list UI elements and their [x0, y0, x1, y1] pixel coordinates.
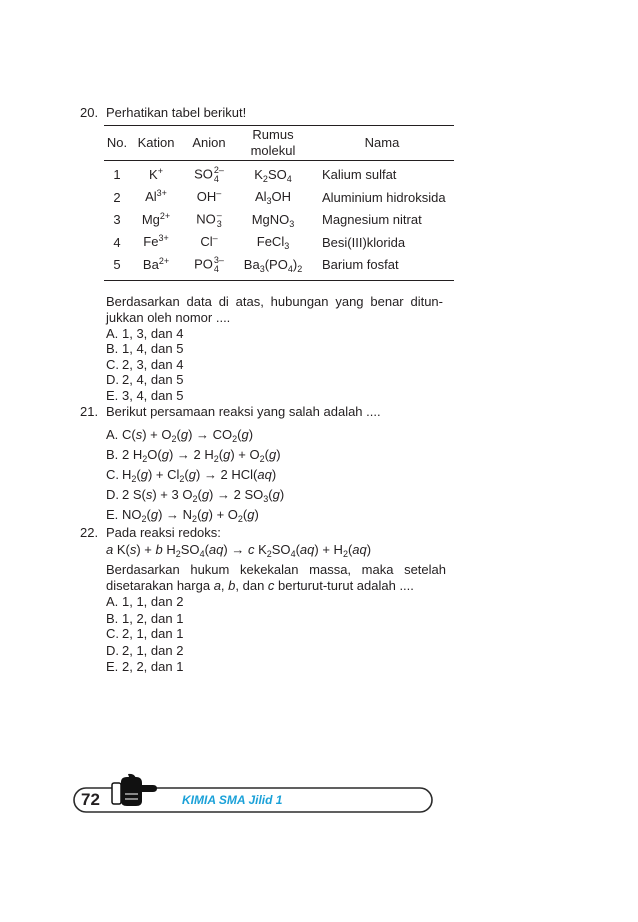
formula-text: ) + O — [230, 447, 260, 462]
superscript: 2+ — [158, 255, 170, 266]
formula-italic: g — [201, 487, 210, 502]
formula-text: FeCl — [256, 234, 285, 250]
formula-text: ) → 2 SO — [209, 487, 264, 502]
formula-text: ) — [276, 447, 281, 462]
formula-italic: g — [201, 507, 209, 522]
subscript: 3 — [259, 263, 265, 274]
question-stem-line: Berdasarkan hukum kekekalan massa, maka setelah — [106, 562, 446, 577]
cell-no: 2 — [113, 189, 121, 205]
redox-equation — [106, 542, 371, 558]
formula-text: ( — [136, 467, 141, 482]
table-row — [104, 232, 454, 255]
formula-text: ) + Cl — [147, 467, 180, 482]
cell-anion — [182, 234, 236, 251]
formula-text: ) + H — [314, 542, 343, 557]
question-prompt: Perhatikan tabel berikut! — [106, 105, 247, 120]
option-label: C. — [106, 467, 119, 482]
option-equation — [122, 487, 284, 502]
option-b — [106, 341, 183, 357]
option-label: D. — [106, 372, 119, 387]
option-text: 2, 1, dan 2 — [122, 643, 184, 658]
cell-rumus-molekul — [236, 167, 310, 184]
formula-text: ) → CO — [188, 427, 233, 442]
formula-text: ( — [197, 507, 202, 522]
formula-text: ( — [146, 507, 151, 522]
cell-anion — [182, 256, 236, 274]
cell-rumus-molekul — [236, 257, 310, 274]
question-number: 21. — [80, 404, 99, 419]
formula-text: H — [122, 467, 132, 482]
formula-italic: g — [247, 507, 255, 522]
formula-italic: g — [223, 447, 231, 462]
option-label: A. — [106, 594, 119, 609]
formula-text: Al — [254, 189, 267, 205]
header-anion: Anion — [192, 135, 226, 150]
option-a — [106, 427, 253, 443]
superscript: 2+ — [159, 210, 171, 221]
ion-charge-stack — [217, 211, 222, 229]
book-title: KIMIA SMA Jilid 1 — [182, 793, 283, 807]
table-row — [104, 209, 454, 232]
formula-italic: a — [106, 542, 114, 557]
formula-text: ( — [184, 467, 189, 482]
formula-text: ) — [248, 427, 254, 442]
option-b — [106, 447, 281, 463]
option-label: E. — [106, 388, 119, 403]
formula-italic: aq — [299, 542, 315, 557]
header-rumus-molekul — [236, 127, 310, 159]
formula-text: ( — [295, 542, 300, 557]
option-a — [106, 594, 183, 610]
table-row — [104, 187, 454, 210]
subscript: 3 — [284, 241, 290, 252]
formula-text: MgNO — [251, 211, 290, 227]
subscript: 2 — [237, 514, 243, 524]
formula-text: SO — [194, 166, 213, 182]
option-label: C. — [106, 357, 119, 372]
formula-text: ) + O — [142, 427, 172, 442]
option-d — [106, 487, 284, 503]
formula-italic: b — [155, 542, 163, 557]
formula-italic: g — [140, 467, 148, 482]
formula-text: O( — [147, 447, 162, 462]
formula-text: OH — [196, 189, 217, 205]
option-text: 1, 2, dan 1 — [122, 611, 184, 626]
formula-text: ) → 2 HCl( — [196, 467, 258, 482]
option-e — [106, 507, 259, 523]
ion-charge-stack — [214, 166, 224, 184]
formula-text: ( — [176, 427, 181, 442]
subscript: 2 — [259, 454, 265, 464]
formula-text: ) + 3 O — [152, 487, 193, 502]
formula-italic: g — [161, 447, 169, 462]
formula-text: Mg — [141, 211, 160, 227]
formula-italic: s — [129, 542, 137, 557]
formula-text: ) → 2 H — [168, 447, 214, 462]
subscript: 2 — [192, 494, 198, 504]
cell-anion — [182, 211, 236, 229]
formula-text: berturut-turut adalah .... — [274, 578, 414, 593]
formula-text: NO — [122, 507, 142, 522]
cell-no: 4 — [113, 234, 121, 250]
superscript: – — [216, 188, 222, 199]
subscript: 2 — [266, 549, 272, 559]
superscript: – — [212, 233, 218, 244]
formula-text: , — [220, 578, 229, 593]
subscript: 2 — [131, 474, 137, 484]
cell-kation — [130, 167, 182, 184]
superscript: + — [157, 165, 163, 176]
question-prompt: Berikut persamaan reaksi yang salah adalah .... — [106, 404, 381, 419]
formula-text: ) → — [223, 542, 248, 557]
formula-italic: aq — [208, 542, 224, 557]
formula-italic: g — [150, 507, 159, 522]
formula-text: ( — [197, 487, 202, 502]
cell-nama: Magnesium nitrat — [322, 212, 422, 228]
option-e — [106, 388, 183, 404]
formula-text: K — [149, 166, 158, 182]
formula-text: H — [162, 542, 176, 557]
option-text: 3, 4, dan 5 — [122, 388, 184, 403]
option-equation — [122, 507, 259, 522]
option-label: A. — [106, 326, 119, 341]
subscript: 4 — [290, 549, 296, 559]
option-a — [106, 326, 183, 342]
superscript: 3+ — [158, 233, 169, 244]
formula-text: Ba — [142, 256, 159, 272]
cell-anion — [182, 166, 236, 184]
option-text: 2, 4, dan 5 — [122, 372, 184, 387]
subscript: 2 — [179, 474, 185, 484]
option-c — [106, 467, 276, 483]
option-equation — [122, 427, 253, 442]
question-number: 20. — [80, 105, 99, 120]
formula-italic: s — [145, 487, 153, 502]
ion-charge-stack — [214, 256, 224, 274]
option-text: 2, 3, dan 4 — [122, 357, 184, 372]
option-text: 1, 4, dan 5 — [122, 341, 184, 356]
formula-text: NO — [196, 211, 216, 227]
formula-text: ) — [254, 507, 259, 522]
question-stem-line: Berdasarkan data di atas, hubungan yang benar ditun- — [106, 294, 443, 309]
formula-text: disetarakan harga — [106, 578, 214, 593]
atom-count-subscript: 4 — [213, 264, 219, 275]
subscript: 2 — [142, 454, 148, 464]
formula-text: , dan — [235, 578, 268, 593]
option-d — [106, 372, 183, 388]
formula-italic: aq — [257, 467, 272, 482]
formula-text: Cl — [200, 234, 213, 250]
option-label: B. — [106, 447, 119, 462]
formula-italic: g — [180, 427, 189, 442]
option-label: C. — [106, 626, 119, 641]
subscript: 2 — [342, 549, 348, 559]
subscript: 4 — [286, 173, 292, 184]
atom-count-subscript: 4 — [213, 174, 219, 185]
formula-italic: b — [228, 578, 236, 593]
question-number: 22. — [80, 525, 99, 540]
formula-text: 2 S( — [122, 487, 146, 502]
option-label: B. — [106, 341, 119, 356]
pointing-hand-icon — [112, 774, 157, 806]
formula-italic: c — [247, 542, 255, 557]
subscript: 3 — [289, 218, 295, 229]
formula-text: 2 H — [122, 447, 143, 462]
option-c — [106, 357, 183, 373]
cell-kation — [130, 212, 182, 229]
superscript: 3+ — [156, 188, 167, 199]
formula-text: ( — [347, 542, 353, 557]
table-row — [104, 164, 454, 187]
charge-superscript: 2– — [213, 165, 224, 176]
subscript: 4 — [287, 263, 293, 274]
option-label: B. — [106, 611, 119, 626]
question-prompt: Pada reaksi redoks: — [106, 525, 221, 540]
formula-italic: c — [267, 578, 275, 593]
option-text: 1, 3, dan 4 — [122, 326, 184, 341]
option-text: 2, 1, dan 1 — [122, 626, 184, 641]
formula-text: K( — [113, 542, 130, 557]
formula-text: ) → N — [158, 507, 193, 522]
cell-no: 3 — [113, 212, 121, 228]
atom-count-subscript: 3 — [216, 219, 222, 230]
option-c — [106, 626, 183, 642]
option-b — [106, 611, 183, 627]
header-kation: Kation — [137, 135, 175, 150]
table-header — [104, 126, 454, 161]
table-body — [104, 161, 454, 280]
option-label: D. — [106, 643, 119, 658]
formula-text: ) + — [136, 542, 156, 557]
cell-nama: Barium fosfat — [322, 257, 399, 273]
cell-kation — [130, 189, 182, 206]
question-stem-line: jukkan oleh nomor .... — [106, 310, 231, 325]
cell-no: 5 — [113, 257, 121, 273]
ion-table — [104, 125, 454, 281]
formula-text: SO — [180, 542, 200, 557]
formula-text: ( — [237, 427, 242, 442]
formula-text: ) — [279, 487, 285, 502]
charge-superscript: – — [216, 210, 222, 221]
option-equation — [122, 467, 276, 482]
formula-italic: g — [188, 467, 196, 482]
option-label: E. — [106, 659, 119, 674]
subscript: 3 — [263, 494, 269, 504]
formula-italic: g — [272, 487, 280, 502]
subscript: 2 — [192, 514, 198, 524]
cell-nama: Besi(III)klorida — [322, 234, 406, 250]
subscript: 2 — [232, 434, 238, 444]
header-rumus-line: Rumus — [252, 127, 294, 142]
formula-text: PO — [194, 256, 213, 272]
formula-text: ( — [264, 447, 269, 462]
formula-text: C( — [122, 427, 136, 442]
cell-anion — [182, 189, 236, 206]
cell-kation — [130, 234, 182, 251]
formula-italic: s — [135, 427, 143, 442]
formula-text: ) — [271, 467, 277, 482]
formula-text: Fe — [143, 234, 159, 250]
subscript: 2 — [171, 434, 177, 444]
formula-text: ) — [366, 542, 372, 557]
formula-text: ) — [292, 256, 298, 272]
table-row — [104, 254, 454, 277]
formula-italic: g — [241, 427, 249, 442]
cell-rumus-molekul — [236, 212, 310, 229]
cell-no: 1 — [113, 167, 121, 183]
subscript: 2 — [213, 454, 219, 464]
formula-text: ( — [268, 487, 273, 502]
cell-rumus-molekul — [236, 234, 310, 251]
formula-text: K — [254, 542, 267, 557]
option-d — [106, 643, 183, 659]
formula-text: ) + O — [208, 507, 238, 522]
formula-text: SO — [267, 166, 287, 182]
formula-text: K — [254, 166, 263, 182]
subscript: 2 — [175, 549, 181, 559]
cell-rumus-molekul — [236, 189, 310, 206]
formula-text: Ba — [243, 256, 260, 272]
option-label: D. — [106, 487, 119, 502]
formula-text: OH — [271, 189, 292, 205]
formula-text: SO — [271, 542, 291, 557]
option-text: 1, 1, dan 2 — [122, 594, 184, 609]
subscript: 3 — [266, 196, 272, 207]
cell-nama: Aluminium hidroksida — [322, 189, 446, 205]
formula-text: Al — [145, 189, 157, 205]
charge-superscript: 3– — [213, 255, 224, 266]
option-equation — [122, 447, 281, 462]
header-nama: Nama — [364, 135, 400, 150]
option-text: 2, 2, dan 1 — [122, 659, 184, 674]
option-e — [106, 659, 183, 675]
subscript: 2 — [141, 514, 147, 524]
question-stem-line — [106, 578, 414, 594]
formula-italic: aq — [352, 542, 367, 557]
formula-italic: g — [268, 447, 277, 462]
subscript: 4 — [199, 549, 205, 559]
formula-text: ( — [218, 447, 224, 462]
header-molekul-line: molekul — [250, 143, 296, 158]
cell-kation — [130, 257, 182, 274]
option-label: A. — [106, 427, 119, 442]
option-label: E. — [106, 507, 119, 522]
page-number: 72 — [81, 790, 100, 809]
cell-nama: Kalium sulfat — [322, 167, 397, 183]
formula-text: ( — [242, 507, 248, 522]
subscript: 2 — [262, 173, 268, 184]
header-no: No. — [106, 135, 128, 150]
subscript: 2 — [297, 263, 303, 274]
formula-text: (PO — [264, 256, 288, 272]
formula-italic: a — [213, 578, 221, 593]
formula-text: ( — [204, 542, 209, 557]
